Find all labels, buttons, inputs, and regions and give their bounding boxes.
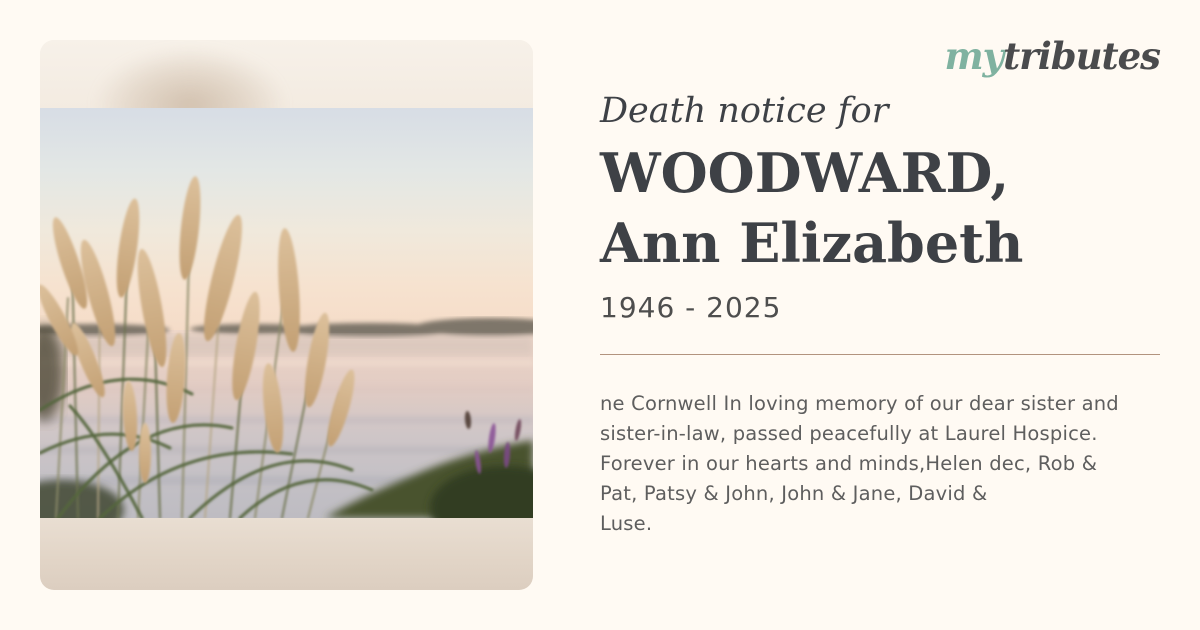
obituary-line: Pat, Patsy & John, John & Jane, David & [600, 482, 988, 505]
photo-blur-top [40, 40, 533, 108]
life-years: 1946 - 2025 [600, 291, 782, 324]
obituary-text [600, 389, 1160, 539]
obituary-line: sister-in-law, passed peacefully at Laurel Hospice. [600, 422, 1098, 445]
obituary-line: Luse. [600, 512, 653, 535]
memorial-photo-card [40, 40, 533, 590]
mytributes-logo [944, 34, 1160, 78]
obituary-line: ne Cornwell In loving memory of our dear sister and [600, 392, 1119, 415]
photo-blur-bottom [40, 518, 533, 590]
deceased-name [600, 138, 1023, 278]
deceased-surname: WOODWARD, [600, 141, 1010, 205]
logo-prefix: my [944, 34, 1004, 78]
lake-reeds-photo [40, 108, 533, 518]
notice-content [600, 0, 1160, 630]
deceased-given-names: Ann Elizabeth [600, 211, 1024, 275]
divider-rule [600, 354, 1160, 355]
notice-kicker: Death notice for [600, 91, 889, 131]
obituary-line: Forever in our hearts and minds,Helen dec, Rob & [600, 452, 1098, 475]
logo-suffix: tributes [1003, 34, 1160, 78]
